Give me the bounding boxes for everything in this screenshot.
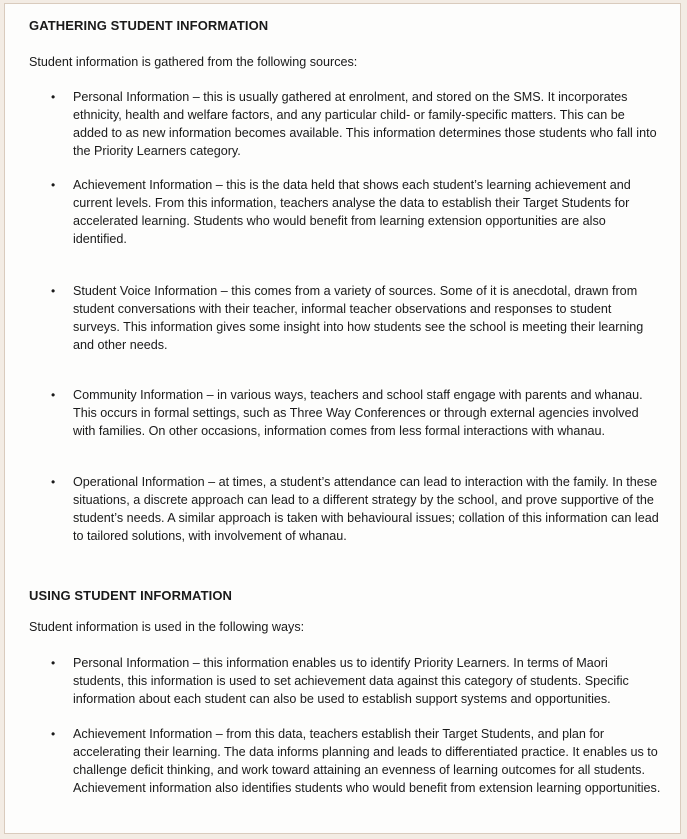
list-item-text: Community Information – in various ways, teachers and school staff engage with parents and whanau. This occurs in formal settings, such as Three Way Conferences or through external agencies involved with families. On other occasions, information comes from less formal interactions with whanau.: [73, 388, 643, 438]
bullet-icon: •: [51, 475, 56, 489]
list-item-text: Achievement Information – from this data, teachers establish their Target Students, and plan for accelerating their learning. The data informs planning and leads to differentiated practice. It enables us to challenge deficit thinking, and work toward attaining an evenness of learning outcomes for all students. Achievement information also identifies students who would benefit from extension learning opportunities.: [73, 727, 661, 795]
bullet-icon: •: [51, 656, 56, 670]
list-item: [29, 386, 661, 440]
using-ways-list: [29, 654, 661, 797]
list-item: [29, 88, 661, 160]
bullet-icon: •: [51, 178, 56, 192]
list-item: [29, 654, 661, 708]
bullet-icon: •: [51, 388, 56, 402]
list-item-text: Personal Information – this is usually gathered at enrolment, and stored on the SMS. It incorporates ethnicity, health and welfare factors, and any particular child- or family-specific matters. This can be added to as new information becomes available. This information determines those students who fall into the Priority Learners category.: [73, 90, 657, 158]
gathering-source-list: [29, 88, 661, 545]
list-item-text: Achievement Information – this is the data held that shows each student’s learning achievement and current levels. From this information, teachers analyse the data to establish their Target Students for accelerated learning. Students who would benefit from learning extension opportunities are also identified.: [73, 178, 631, 246]
list-item: [29, 473, 661, 545]
list-item: [29, 176, 661, 248]
using-intro: Student information is used in the following ways:: [29, 620, 305, 634]
list-item-text: Operational Information – at times, a student’s attendance can lead to interaction with the family. In these situations, a discrete approach can lead to a different strategy by the school, and prove supportive of the student’s needs. A similar approach is taken with behavioural issues; collation of this information can lead to tailored solutions, with involvement of whanau.: [73, 475, 659, 543]
list-item: [29, 725, 661, 797]
gathering-intro: Student information is gathered from the following sources:: [29, 55, 358, 69]
using-section-heading: USING STUDENT INFORMATION: [29, 588, 233, 603]
gathering-section-heading: GATHERING STUDENT INFORMATION: [29, 18, 269, 33]
list-item: [29, 282, 661, 354]
list-item-text: Personal Information – this information enables us to identify Priority Learners. In terms of Maori students, this information is used to set achievement data against this category of students. Specific information about each student can also be used to establish support systems and opportunities.: [73, 656, 629, 706]
bullet-icon: •: [51, 284, 56, 298]
list-item-text: Student Voice Information – this comes from a variety of sources. Some of it is anecdotal, drawn from student conversations with their teacher, informal teacher observations and responses to student surveys. This information gives some insight into how students see the school is meeting their learning and other needs.: [73, 284, 644, 352]
document-page: [4, 3, 681, 834]
bullet-icon: •: [51, 90, 56, 104]
bullet-icon: •: [51, 727, 56, 741]
document-content: [29, 17, 661, 797]
